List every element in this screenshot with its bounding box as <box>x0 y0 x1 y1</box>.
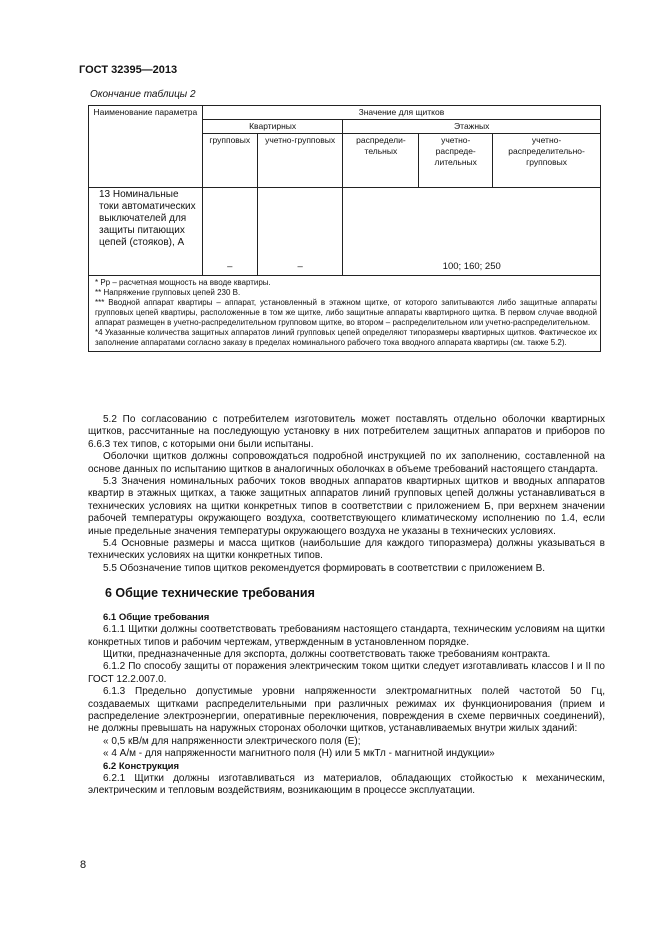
note-1: * Рр – расчетная мощность на вводе квартиры. <box>95 278 271 287</box>
table-notes <box>89 276 601 352</box>
bullet-magnetic-field: « 4 А/м - для напряженности магнитного поля (Н) или 5 мкТл - магнитной индукции» <box>103 748 495 760</box>
paragraph-6-2-1: 6.2.1 Щитки должны изготавливаться из материалов, обладающих стойкостью к механическим, электрическим и тепловым воздействиям, возникающим в процессе эксплуатации. <box>88 772 605 797</box>
param-header: Наименование параметра <box>89 106 203 188</box>
value-header: Значение для щитков <box>202 106 600 120</box>
paragraph-6-1-1: 6.1.1 Щитки должны соответствовать требованиям настоящего стандарта, техническим условиям на щитки конкретных типов и рабочим чертежам, утвержденным в установленном порядке. <box>88 624 605 648</box>
table-caption: Окончание таблицы 2 <box>90 89 196 100</box>
paragraph-6-1-2: 6.1.2 По способу защиты от поражения электрическим током щитки следует изготавливать классов I и II по ГОСТ 12.2.007.0. <box>88 661 605 685</box>
col-apt-meter-group: учетно-групповых <box>257 134 343 188</box>
row13-floor-values: 100; 160; 250 <box>343 188 601 276</box>
note-3: *** Вводной аппарат квартиры – аппарат, установленный в этажном щитке, от которого запитываются либо защитные аппараты групповых цепей квартиры, расположенные в том же щитке, либо защитные аппараты квартирного щитка. В первом случае вводной аппарат размещен в учетно-распределительном групповом щитке, во втором – распределительном или учетно-распределительном. <box>95 298 597 327</box>
col-apt-group: групповых <box>202 134 257 188</box>
paragraph-5-2b: Оболочки щитков должны сопровождаться подробной инструкцией по их заполнению, составленной на основе данных по испытанию щитков в аналогичных оболочках в объеме требований настоящего стандарта. <box>88 451 605 475</box>
bullet-electric-field: « 0,5 кВ/м для напряженности электрического поля (Е); <box>103 735 361 747</box>
subsection-6-1-heading: 6.1 Общие требования <box>103 611 210 623</box>
group-apartment-header: Квартирных <box>202 120 343 134</box>
col-floor-meter-distrib-group: учетно-распределительно-групповых <box>493 134 601 188</box>
document-header: ГОСТ 32395—2013 <box>79 64 178 76</box>
note-4: *4 Указанные количества защитных аппаратов линий групповых цепей определяют типоразмеры квартирных щитков. Фактическое их заполнение аппаратами согласно заказу в пределах номинального рабочего тока вводного аппарата квартиры (см. также 5.2). <box>95 328 597 347</box>
col-floor-meter-distrib: учетно-распреде-лительных <box>419 134 493 188</box>
paragraph-5-5: 5.5 Обозначение типов щитков рекомендуется формировать в соответствии с приложением В. <box>103 562 546 574</box>
page-number: 8 <box>80 859 87 871</box>
group-floor-header: Этажных <box>343 120 601 134</box>
row13-label: 13 Номинальные токи автоматических выключателей для защиты питающих цепей (стояков), А <box>89 188 203 276</box>
parameters-table <box>88 105 601 352</box>
subsection-6-2-heading: 6.2 Конструкция <box>103 760 180 772</box>
note-2: ** Напряжение групповых цепей 230 В. <box>95 288 241 297</box>
paragraph-5-4: 5.4 Основные размеры и масса щитков (наибольшие для каждого типоразмера) должны указываться в технических условиях на щитки конкретных типов. <box>88 538 605 562</box>
paragraph-5-2: 5.2 По согласованию с потребителем изготовитель может поставлять отдельно оболочки квартирных щитков, рассчитанные на последующую установку в них потребителем защитных аппаратов и приборов по 6.6.3 тех типов, с которыми они были испытаны. <box>88 414 605 450</box>
paragraph-5-3: 5.3 Значения номинальных рабочих токов вводных аппаратов квартирных щитков и вводных аппаратов квартир в этажных щитках, а также защитных аппаратов линий групповых цепей должны устанавливаться в технических условиях на щитки конкретных типов в соответствии с приложением Б, при верхнем значении рабочей температуры окружающего воздуха, соответствующего климатическому исполнению по 1.4, если иные предельные значения температуры окружающего воздуха не указаны в технических условиях. <box>88 476 605 537</box>
paragraph-6-1-3: 6.1.3 Предельно допустимые уровни напряженности электромагнитных полей частотой 50 Гц, создаваемых щитками распределительными при различных режимах их функционирования (прием и распределение электроэнергии, оперативные переключения, повреждения в схеме первичных соединений), не должны превышать на наружных сторонах оболочки щитков, устанавливаемых внутри жилых зданий: <box>88 686 605 735</box>
col-floor-distrib: распредели-тельных <box>343 134 419 188</box>
body-text <box>88 414 605 798</box>
row13-apt-meter-group: – <box>257 188 343 276</box>
section-6-heading: 6 Общие технические требования <box>105 586 315 601</box>
row13-apt-group: – <box>202 188 257 276</box>
paragraph-6-1-1b: Щитки, предназначенные для экспорта, должны соответствовать также требованиям контракта. <box>103 648 551 660</box>
